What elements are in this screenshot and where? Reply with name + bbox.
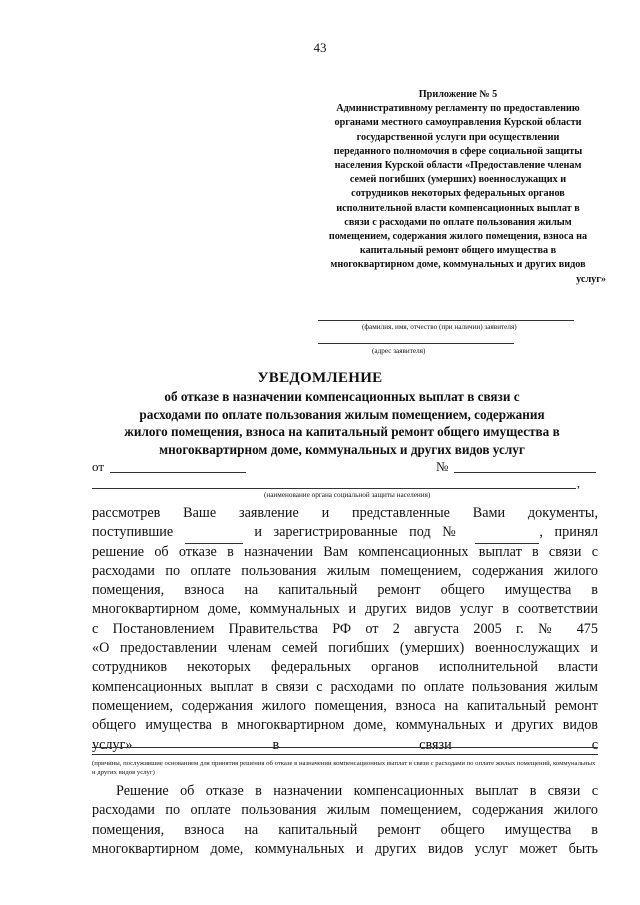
organ-name-line <box>92 488 576 489</box>
appendix-line: семей погибших (умерших) военнослужащих и <box>349 174 567 186</box>
subtitle-line: жилого помещения, взноса на капитальный ремонт общего имущества в <box>124 424 560 439</box>
body-fragment: поступившие <box>92 524 174 541</box>
appendix-line: государственной услуги при осуществлении <box>356 131 560 143</box>
appendix-line: органами местного самоуправления Курской области <box>334 117 582 129</box>
notice-body <box>92 504 598 755</box>
body-line: помещением, содержания жилого помещения, взноса на капитальный ремонт <box>92 697 598 714</box>
appendix-line: переданного полномочия в сфере социальной защиты <box>333 145 583 157</box>
registration-number-blank <box>475 523 539 543</box>
appendix-title: Приложение № 5 <box>418 89 498 100</box>
applicant-name-line <box>318 320 574 321</box>
subtitle-line: расходами по оплате пользования жилым помещением, содержания <box>139 406 545 422</box>
body-fragment: услуг» <box>92 736 133 753</box>
appendix-tail: услуг» <box>576 273 606 285</box>
notice-subtitle <box>86 388 598 458</box>
body-line: Решение об отказе в назначении компенсационных выплат в связи с <box>116 783 598 799</box>
applicant-address-line <box>318 343 514 344</box>
body-line: многоквартирном доме, коммунальных и других видов услуг в соответствии <box>92 601 598 618</box>
applicant-name-caption: (фамилия, имя, отчество (при наличии) заявителя) <box>362 323 517 331</box>
subtitle-line: об отказе в назначении компенсационных выплат в связи с <box>164 389 520 404</box>
received-date-blank <box>185 523 243 543</box>
reason-line <box>92 747 598 748</box>
organ-comma: , <box>577 476 580 490</box>
body-line: общего имущества в многоквартирном доме, коммунальных и других видов <box>92 717 598 734</box>
body-line <box>92 736 598 755</box>
appendix-line: капитальный ремонт общего имущества в <box>359 245 557 257</box>
appendix-line: Административному регламенту по предоставлению <box>336 103 580 115</box>
date-blank <box>110 472 246 473</box>
body-line: «О предоставлении членам семей погибших (умерших) военнослужащих и <box>92 640 598 657</box>
body-line: сотрудников некоторых федеральных органов исполнительной власти <box>92 659 598 676</box>
appendix-line: помещением, содержания жилого помещения, взноса на <box>328 231 588 243</box>
body-line: компенсационных выплат в связи с расходами по оплате пользования жилым <box>92 678 598 695</box>
body-line: расходами по оплате пользования жилым помещением, содержания жилого <box>92 562 598 579</box>
applicant-address-caption: (адрес заявителя) <box>372 347 426 355</box>
body-fragment: с <box>591 736 598 753</box>
appendix-line: исполнительной власти компенсационных выплат в <box>336 202 580 214</box>
date-label: от <box>92 459 105 474</box>
appendix-header <box>310 88 606 287</box>
body-line: решение об отказе в назначении Вам компенсационных выплат в связи с <box>92 543 598 560</box>
body-fragment: связи <box>419 736 452 753</box>
number-label: № <box>436 459 449 474</box>
notice-body-continued <box>92 782 598 859</box>
number-blank <box>454 472 596 473</box>
body-line: с Постановлением Правительства РФ от 2 августа 2005 г. № 475 <box>92 620 598 637</box>
subtitle-line: многоквартирном доме, коммунальных и других видов услуг <box>159 441 525 457</box>
body-line: помещения, взноса на капитальный ремонт общего имущества в <box>92 582 598 599</box>
body-line <box>92 523 598 542</box>
organ-caption: (наименование органа социальной защиты населения) <box>264 491 431 499</box>
notice-title: УВЕДОМЛЕНИЕ <box>257 370 383 386</box>
date-number-row <box>92 459 598 477</box>
appendix-line: населения Курской области «Предоставление членам <box>334 160 582 172</box>
appendix-line: сотрудников некоторых федеральных органов <box>351 188 565 200</box>
reason-caption: (причины, послужившие основанием для принятия решения об отказе в назначении компенсационных выплат в связи с расходами по оплате жилых помещений, коммунальных и других видов услуг) <box>92 760 596 776</box>
body-line: многоквартирном доме, коммунальных и других видов услуг может быть <box>92 840 598 857</box>
body-line: рассмотрев Ваше заявление и представленные Вами документы, <box>92 505 598 521</box>
body-fragment: в <box>272 736 280 753</box>
appendix-line: связи с расходами по оплате пользования жилым <box>344 216 572 228</box>
page-number: 43 <box>313 40 327 55</box>
body-fragment: и зарегистрированные под № <box>254 524 464 541</box>
body-line: расходами по оплате пользования жилым помещением, содержания жилого <box>92 802 598 819</box>
appendix-line: многоквартирном доме, коммунальных и других видов <box>330 259 586 271</box>
body-fragment: , принял <box>539 524 599 541</box>
reason-line-2 <box>92 754 598 755</box>
body-line: помещения, взноса на капитальный ремонт общего имущества в <box>92 821 598 838</box>
